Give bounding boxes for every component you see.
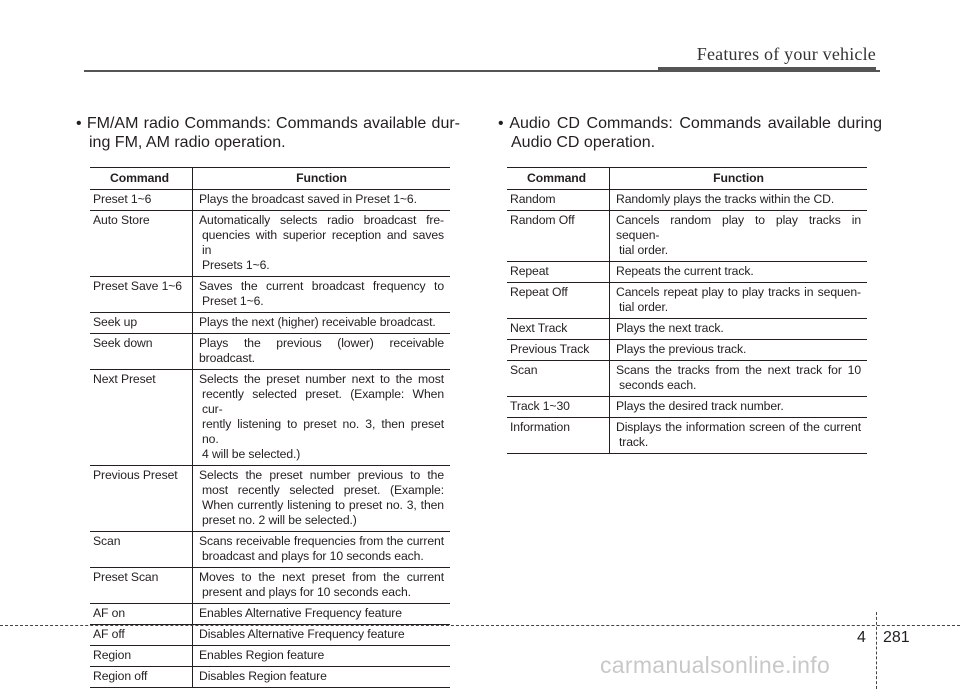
function-cell bbox=[610, 418, 868, 454]
table-row bbox=[507, 361, 867, 397]
function-text-line: Enables Alternative Frequency feature bbox=[199, 606, 402, 620]
command-cell: Random bbox=[507, 190, 610, 211]
function-text-line: present and plays for 10 seconds each. bbox=[202, 585, 411, 599]
function-text-line: Disables Alternative Frequency feature bbox=[199, 627, 405, 641]
column-header-function: Function bbox=[193, 168, 451, 190]
function-text-line: tial order. bbox=[619, 300, 669, 314]
command-cell: Region bbox=[90, 646, 193, 667]
command-cell: Track 1~30 bbox=[507, 397, 610, 418]
footer-divider bbox=[876, 612, 877, 689]
function-text-line: When currently listening to preset no. 3, then bbox=[202, 498, 444, 512]
function-cell bbox=[193, 211, 451, 277]
function-cell bbox=[193, 370, 451, 466]
function-cell bbox=[610, 262, 868, 283]
table-row bbox=[90, 334, 450, 370]
command-cell: AF off bbox=[90, 625, 193, 646]
function-cell bbox=[610, 190, 868, 211]
function-cell bbox=[610, 340, 868, 361]
table-row bbox=[507, 190, 867, 211]
column-header-command: Command bbox=[90, 168, 193, 190]
footer-rule bbox=[0, 625, 960, 626]
function-cell bbox=[610, 283, 868, 319]
table-row bbox=[90, 370, 450, 466]
function-cell bbox=[610, 361, 868, 397]
table-row bbox=[507, 262, 867, 283]
fm-am-intro-line1: • FM/AM radio Commands: Commands available dur- bbox=[76, 115, 460, 132]
command-cell: Region off bbox=[90, 667, 193, 688]
command-cell: Next Track bbox=[507, 319, 610, 340]
command-cell: Preset Scan bbox=[90, 568, 193, 604]
function-text-line: Automatically selects radio broadcast fre- bbox=[199, 213, 444, 227]
function-text-line: Presets 1~6. bbox=[202, 258, 270, 272]
function-text-line: Saves the current broadcast frequency to bbox=[199, 279, 444, 293]
command-cell: Seek up bbox=[90, 313, 193, 334]
function-text-line: Cancels repeat play to play tracks in sequen- bbox=[616, 285, 861, 299]
function-text-line: Enables Region feature bbox=[199, 648, 325, 662]
table-row bbox=[90, 532, 450, 568]
function-cell bbox=[193, 190, 451, 211]
function-text-line: Plays the previous track. bbox=[616, 342, 747, 356]
page-number: 281 bbox=[883, 629, 910, 646]
command-cell: Preset 1~6 bbox=[90, 190, 193, 211]
function-cell bbox=[193, 532, 451, 568]
function-cell bbox=[193, 334, 451, 370]
command-cell: Random Off bbox=[507, 211, 610, 262]
function-cell bbox=[193, 667, 451, 688]
function-text-line: broadcast and plays for 10 seconds each. bbox=[202, 549, 424, 563]
table-header-row bbox=[507, 168, 867, 190]
audio-cd-commands-table bbox=[507, 167, 867, 454]
fm-am-intro-line2: ing FM, AM radio operation. bbox=[89, 134, 286, 151]
function-text-line: most recently selected preset. (Example: bbox=[202, 483, 444, 497]
table-row bbox=[507, 340, 867, 361]
function-text-line: Plays the next track. bbox=[616, 321, 724, 335]
table-row bbox=[90, 604, 450, 625]
chapter-number: 4 bbox=[857, 629, 866, 646]
function-text-line: Disables Region feature bbox=[199, 669, 327, 683]
table-row bbox=[90, 190, 450, 211]
function-cell bbox=[193, 277, 451, 313]
function-text-line: Repeats the current track. bbox=[616, 264, 754, 278]
function-text-line: 4 will be selected.) bbox=[202, 447, 301, 461]
function-text-line: Cancels random play to play tracks in sequen- bbox=[616, 213, 861, 242]
function-text-line: Preset 1~6. bbox=[202, 294, 264, 308]
table-row bbox=[90, 466, 450, 532]
function-text-line: Scans receivable frequencies from the current bbox=[199, 534, 444, 548]
table-row bbox=[507, 418, 867, 454]
audio-cd-intro bbox=[498, 114, 882, 152]
function-text-line: Randomly plays the tracks within the CD. bbox=[616, 192, 835, 206]
command-cell: Preset Save 1~6 bbox=[90, 277, 193, 313]
function-text-line: quencies with superior reception and saves in bbox=[202, 228, 444, 257]
function-cell bbox=[193, 604, 451, 625]
function-text-line: Plays the previous (lower) receivable broadcast. bbox=[199, 336, 444, 365]
function-cell bbox=[193, 313, 451, 334]
command-cell: Scan bbox=[90, 532, 193, 568]
function-text-line: Selects the preset number next to the most bbox=[199, 372, 444, 386]
command-cell: Seek down bbox=[90, 334, 193, 370]
column-header-command: Command bbox=[507, 168, 610, 190]
audio-cd-intro-line2: Audio CD operation. bbox=[511, 134, 656, 151]
function-text-line: track. bbox=[619, 435, 649, 449]
function-text-line: tial order. bbox=[619, 243, 669, 257]
command-cell: Previous Preset bbox=[90, 466, 193, 532]
function-cell bbox=[193, 646, 451, 667]
table-row bbox=[90, 277, 450, 313]
command-cell: Repeat Off bbox=[507, 283, 610, 319]
function-cell bbox=[610, 211, 868, 262]
table-row bbox=[90, 211, 450, 277]
function-text-line: recently selected preset. (Example: When cur- bbox=[202, 387, 444, 416]
function-text-line: Displays the information screen of the current bbox=[616, 420, 861, 434]
command-cell: Repeat bbox=[507, 262, 610, 283]
header-title: Features of your vehicle bbox=[696, 44, 876, 64]
function-text-line: Selects the preset number previous to the bbox=[199, 468, 444, 482]
table-row bbox=[90, 646, 450, 667]
function-text-line: rently listening to preset no. 3, then preset no. bbox=[202, 417, 444, 446]
fm-am-intro bbox=[76, 114, 460, 152]
audio-cd-intro-line1: • Audio CD Commands: Commands available during bbox=[498, 115, 882, 132]
header-rule-accent bbox=[658, 67, 876, 72]
fm-am-commands-table bbox=[90, 167, 450, 688]
function-cell bbox=[610, 319, 868, 340]
function-text-line: Scans the tracks from the next track for 10 bbox=[616, 363, 861, 377]
command-cell: Information bbox=[507, 418, 610, 454]
table-row bbox=[507, 283, 867, 319]
function-text-line: Plays the desired track number. bbox=[616, 399, 784, 413]
function-text-line: preset no. 2 will be selected.) bbox=[202, 513, 357, 527]
table-row bbox=[90, 568, 450, 604]
command-cell: Previous Track bbox=[507, 340, 610, 361]
table-row bbox=[507, 211, 867, 262]
function-text-line: Plays the next (higher) receivable broadcast. bbox=[199, 315, 436, 329]
function-cell bbox=[193, 568, 451, 604]
table-header-row bbox=[90, 168, 450, 190]
column-header-function: Function bbox=[610, 168, 868, 190]
function-cell bbox=[193, 466, 451, 532]
function-text-line: Moves to the next preset from the current bbox=[199, 570, 444, 584]
function-text-line: Plays the broadcast saved in Preset 1~6. bbox=[199, 192, 417, 206]
table-row bbox=[90, 313, 450, 334]
table-row bbox=[507, 397, 867, 418]
command-cell: Scan bbox=[507, 361, 610, 397]
watermark: carmanualsonline.info bbox=[600, 652, 831, 678]
table-row bbox=[90, 667, 450, 688]
table-row bbox=[507, 319, 867, 340]
function-cell bbox=[610, 397, 868, 418]
function-cell bbox=[193, 625, 451, 646]
function-text-line: seconds each. bbox=[619, 378, 697, 392]
table-row bbox=[90, 625, 450, 646]
command-cell: Next Preset bbox=[90, 370, 193, 466]
command-cell: AF on bbox=[90, 604, 193, 625]
command-cell: Auto Store bbox=[90, 211, 193, 277]
